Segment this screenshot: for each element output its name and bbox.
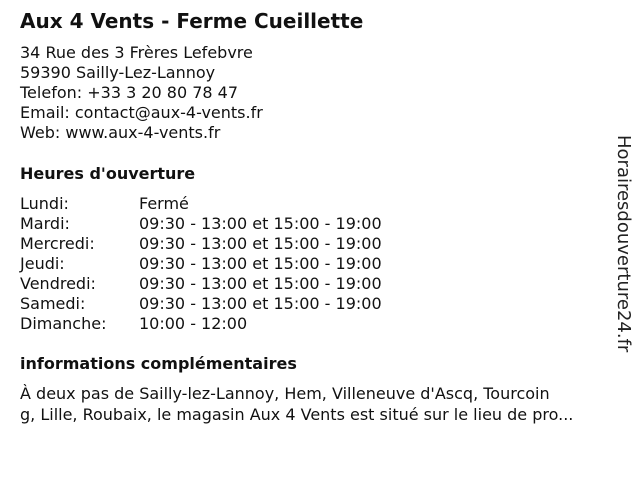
hours-time: 10:00 - 12:00 xyxy=(139,314,248,333)
phone-number: Telefon: +33 3 20 80 78 47 xyxy=(20,83,239,102)
address-block xyxy=(20,43,263,143)
hours-table xyxy=(20,194,382,334)
hours-row-samedi xyxy=(20,294,382,314)
site-watermark: Horairesdouverture24.fr xyxy=(613,135,634,353)
info-heading: informations complémentaires xyxy=(20,354,297,373)
hours-day: Mardi: xyxy=(20,214,70,233)
hours-row-mercredi xyxy=(20,234,382,254)
info-description xyxy=(20,383,630,425)
hours-day: Vendredi: xyxy=(20,274,96,293)
hours-row-dimanche xyxy=(20,314,382,334)
address-city: 59390 Sailly-Lez-Lannoy xyxy=(20,63,216,82)
hours-day: Dimanche: xyxy=(20,314,107,333)
hours-day: Jeudi: xyxy=(20,254,65,273)
info-line-2: g, Lille, Roubaix, le magasin Aux 4 Vents est situé sur le lieu de pro... xyxy=(20,405,574,424)
hours-day: Samedi: xyxy=(20,294,86,313)
hours-heading: Heures d'ouverture xyxy=(20,164,196,183)
hours-time: 09:30 - 13:00 et 15:00 - 19:00 xyxy=(139,234,382,253)
hours-row-mardi xyxy=(20,214,382,234)
website-address: Web: www.aux-4-vents.fr xyxy=(20,123,221,142)
hours-row-lundi xyxy=(20,194,382,214)
hours-time: 09:30 - 13:00 et 15:00 - 19:00 xyxy=(139,294,382,313)
hours-time: 09:30 - 13:00 et 15:00 - 19:00 xyxy=(139,254,382,273)
hours-time: 09:30 - 13:00 et 15:00 - 19:00 xyxy=(139,274,382,293)
page-title: Aux 4 Vents - Ferme Cueillette xyxy=(20,9,364,33)
hours-row-jeudi xyxy=(20,254,382,274)
hours-time: 09:30 - 13:00 et 15:00 - 19:00 xyxy=(139,214,382,233)
address-street: 34 Rue des 3 Frères Lefebvre xyxy=(20,43,253,62)
hours-time: Fermé xyxy=(139,194,189,213)
hours-day: Mercredi: xyxy=(20,234,95,253)
hours-row-vendredi xyxy=(20,274,382,294)
info-line-1: À deux pas de Sailly-lez-Lannoy, Hem, Villeneuve d'Ascq, Tourcoin xyxy=(20,384,550,403)
hours-day: Lundi: xyxy=(20,194,69,213)
email-address: Email: contact@aux-4-vents.fr xyxy=(20,103,263,122)
